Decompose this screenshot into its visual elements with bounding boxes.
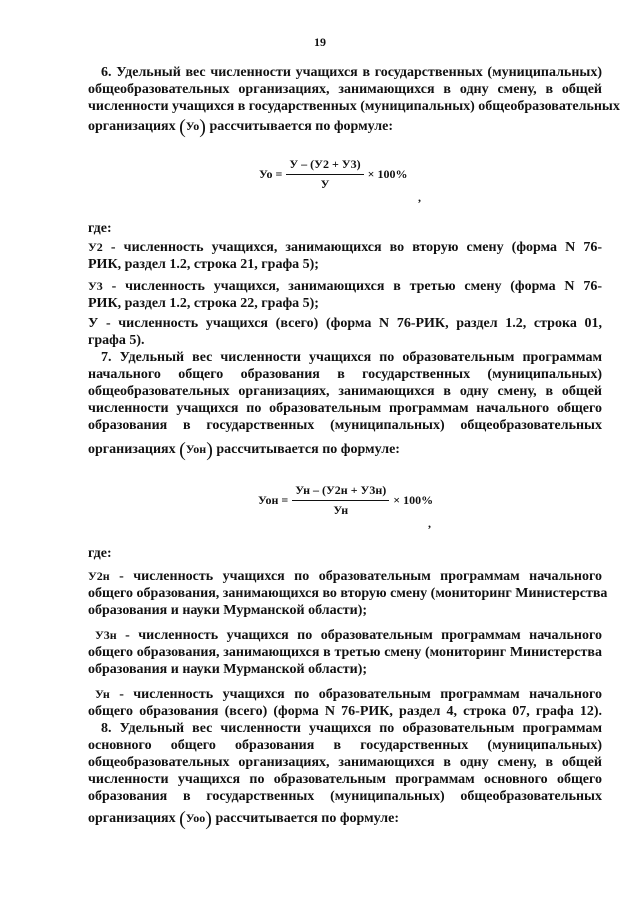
- formula-1-numerator: У – (У2 + У3): [286, 157, 363, 175]
- p7-line-5: образования в государственных (муниципальных) общеобразовательных: [88, 418, 602, 433]
- p8-formula-intro: рассчитывается по формуле:: [215, 811, 400, 826]
- p8-line-3: общеобразовательных организациях, занимающихся в одну смену, в общей: [88, 755, 602, 770]
- formula-2: [258, 483, 433, 518]
- formula-2-numerator: Ун – (У2н + У3н): [292, 483, 389, 501]
- p8-line-6: [88, 810, 602, 828]
- y2-definition-line-1: У2 - численность учащихся, занимающихся во вторую смену (форма N 76-: [88, 240, 603, 255]
- p7-line-3: общеобразовательных организациях, занимающихся в одну смену, в общей: [88, 384, 602, 399]
- p6-line-3: численности учащихся в государственных (муниципальных) общеобразовательных: [88, 99, 620, 114]
- p8-line-5: образования в государственных (муниципальных) общеобразовательных: [88, 789, 602, 804]
- y3n-definition-line-1: У3н - численность учащихся по образовательным программам начального: [95, 628, 602, 643]
- p6-symbol: (Уо): [179, 116, 206, 138]
- formula-1-multiplier: × 100%: [367, 167, 408, 181]
- p8-line-4: численности учащихся по образовательным программам основного общего: [88, 772, 602, 787]
- yn-definition-line-1: Ун - численность учащихся по образовательным программам начального: [95, 687, 602, 702]
- p8-symbol: (Уоо): [179, 808, 212, 830]
- y-definition-line-2: графа 5).: [88, 333, 145, 348]
- p6-line-2: общеобразовательных организациях, занимающихся в одну смену, в общей: [88, 82, 602, 97]
- p8-line-1: 8. Удельный вес численности учащихся по образовательным программам: [101, 721, 602, 736]
- y3-symbol: У3: [88, 279, 103, 293]
- y2n-definition-line-1: У2н - численность учащихся по образовательным программам начального: [88, 569, 602, 584]
- p7-org-word: организациях: [88, 442, 176, 457]
- p7-line-6: [88, 441, 602, 459]
- p8-org-word: организациях: [88, 811, 176, 826]
- p7-formula-intro: рассчитывается по формуле:: [216, 442, 400, 457]
- p7-line-1: 7. Удельный вес численности учащихся по образовательным программам: [101, 350, 602, 365]
- formula-1-fraction: [286, 157, 363, 192]
- where-2-label: где:: [88, 546, 112, 561]
- formula-1-lhs: Уо =: [259, 167, 283, 181]
- formula-1: [259, 157, 407, 192]
- y3-definition-line-1: У3 - численность учащихся, занимающихся в третью смену (форма N 76-: [88, 279, 603, 294]
- p6-line-4: [88, 118, 602, 136]
- p6-org-word: организациях: [88, 119, 176, 134]
- y3n-symbol: У3н: [95, 628, 117, 642]
- p7-line-2: начального общего образования в государственных (муниципальных): [88, 367, 602, 382]
- page-number: 19: [314, 35, 326, 49]
- where-1-label: где:: [88, 221, 112, 236]
- y3n-definition-line-2: общего образования, занимающихся в третью смену (мониторинг Министерства: [88, 645, 602, 660]
- y2-symbol: У2: [88, 240, 103, 254]
- y3-definition-line-2: РИК, раздел 1.2, строка 22, графа 5);: [88, 296, 319, 311]
- formula-1-comma: ,: [418, 190, 421, 204]
- p7-line-4: численности учащихся по образовательным программам начального общего: [88, 401, 602, 416]
- y2-definition-line-2: РИК, раздел 1.2, строка 21, графа 5);: [88, 257, 319, 272]
- formula-2-comma: ,: [428, 516, 431, 530]
- y3n-definition-line-3: образования и науки Мурманской области);: [88, 662, 368, 677]
- p6-formula-intro: рассчитывается по формуле:: [209, 119, 394, 134]
- yn-symbol: Ун: [95, 687, 110, 701]
- yn-definition-line-2: общего образования (всего) (форма N 76-РИК, раздел 4, строка 07, графа 12).: [88, 704, 602, 719]
- y2n-definition-line-2: общего образования, занимающихся во вторую смену (мониторинг Министерства: [88, 586, 608, 601]
- formula-2-multiplier: × 100%: [393, 493, 434, 507]
- p7-symbol: (Уон): [179, 439, 213, 461]
- p6-line-1: 6. Удельный вес численности учащихся в государственных (муниципальных): [101, 65, 602, 80]
- y-definition-line-1: У - численность учащихся (всего) (форма N 76-РИК, раздел 1.2, строка 01,: [88, 316, 602, 331]
- y2n-symbol: У2н: [88, 569, 110, 583]
- formula-2-denominator: Ун: [333, 503, 349, 517]
- y2n-definition-line-3: образования и науки Мурманской области);: [88, 603, 368, 618]
- formula-1-denominator: У: [320, 177, 330, 191]
- formula-2-lhs: Уон =: [258, 493, 289, 507]
- formula-2-fraction: [292, 483, 389, 518]
- p8-line-2: основного общего образования в государственных (муниципальных): [88, 738, 602, 753]
